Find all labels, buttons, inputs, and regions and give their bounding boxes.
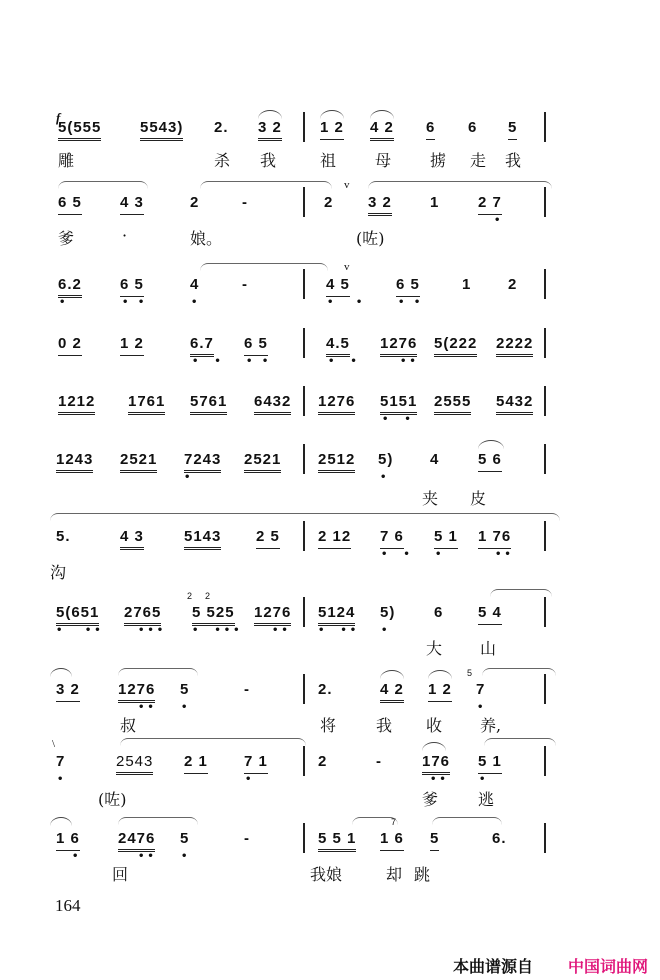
note-group: 2521 bbox=[244, 450, 281, 473]
note-group: 4 5 bbox=[326, 275, 350, 297]
octave-dots: • • bbox=[382, 414, 414, 425]
lyric: 逃 bbox=[478, 790, 495, 809]
lyric: 回 bbox=[112, 865, 129, 884]
note-group: 4 bbox=[190, 276, 200, 293]
octave-dots: •• bbox=[495, 549, 514, 560]
note-group: 1 76 bbox=[478, 527, 511, 549]
barline bbox=[544, 674, 546, 704]
note-group: 2 12 bbox=[318, 527, 351, 549]
note-group: 5) bbox=[378, 451, 394, 468]
octave-dots: • bbox=[191, 297, 201, 308]
grace-note: 2 bbox=[205, 591, 211, 601]
lyric: 皮 bbox=[470, 489, 487, 508]
note-group: 4 bbox=[430, 451, 440, 468]
note-group: 1276 bbox=[118, 680, 155, 703]
octave-dots: •• bbox=[138, 702, 157, 713]
barline bbox=[544, 521, 546, 551]
note-group: 176 bbox=[422, 752, 450, 775]
note-group: 5 525 bbox=[192, 603, 235, 626]
barline bbox=[544, 746, 546, 776]
octave-dots: • bbox=[59, 297, 69, 308]
note-group: 1276 bbox=[380, 334, 417, 357]
note-group: 5(651 bbox=[56, 603, 99, 626]
note-group: 2476 bbox=[118, 829, 155, 852]
source-label: 本曲谱源自 bbox=[453, 957, 534, 976]
note-group: 5761 bbox=[190, 392, 227, 415]
barline bbox=[303, 187, 305, 217]
note-group: 6 bbox=[468, 119, 478, 136]
note-group: 5(222 bbox=[434, 334, 477, 357]
lyrics-line-2 bbox=[50, 226, 560, 250]
lyric: 我娘 bbox=[310, 865, 343, 884]
lyrics-line-9 bbox=[50, 713, 560, 737]
barline bbox=[544, 112, 546, 142]
note-group: 2 7 bbox=[478, 193, 502, 215]
barline bbox=[303, 328, 305, 358]
octave-dots: • bbox=[181, 851, 191, 862]
barline bbox=[544, 386, 546, 416]
note-group: 2 bbox=[324, 194, 334, 211]
note-group: 2 5 bbox=[256, 527, 280, 549]
barline bbox=[303, 444, 305, 474]
slur bbox=[432, 817, 502, 826]
note-group: 4 2 bbox=[370, 118, 394, 141]
lyrics-line-11 bbox=[50, 862, 560, 886]
score-line-4 bbox=[50, 334, 560, 374]
slur bbox=[118, 817, 198, 826]
octave-dots: • • bbox=[192, 356, 224, 367]
note-group: - bbox=[244, 830, 250, 847]
octave-dots: • bbox=[245, 774, 255, 785]
note-group: 4 2 bbox=[380, 680, 404, 703]
breath-mark: v bbox=[344, 261, 350, 273]
note-group: 5124 bbox=[318, 603, 355, 626]
octave-dots: • • bbox=[327, 297, 366, 308]
note-group: 1761 bbox=[128, 392, 165, 415]
lyric: (咗) bbox=[98, 790, 127, 809]
note-group: 5 1 bbox=[434, 527, 458, 549]
page-number: 164 bbox=[55, 896, 81, 915]
lyric: 走 bbox=[470, 151, 487, 170]
note-group: 4 3 bbox=[120, 193, 144, 215]
note-group: 6 5 bbox=[120, 275, 144, 297]
note-group: 4 3 bbox=[120, 527, 144, 550]
lyrics-line-10 bbox=[50, 787, 560, 811]
grace-note: 2 bbox=[187, 591, 193, 601]
lyric: 娘。 bbox=[190, 229, 223, 248]
octave-dots: • bbox=[479, 774, 489, 785]
octave-dots: •• bbox=[400, 356, 419, 367]
note-group: - bbox=[242, 276, 248, 293]
note-group: 2555 bbox=[434, 392, 471, 415]
lyric: 却 bbox=[386, 865, 403, 884]
octave-dots: • bbox=[57, 774, 67, 785]
note-group: 5143 bbox=[184, 527, 221, 550]
octave-dots: •• bbox=[430, 774, 449, 785]
slur bbox=[428, 670, 452, 679]
note-group: 1212 bbox=[58, 392, 95, 415]
note-group: 6 5 bbox=[396, 275, 420, 297]
lyric: 跳 bbox=[414, 865, 431, 884]
lyrics-line-7 bbox=[50, 560, 560, 584]
note-group: 5 6 bbox=[478, 450, 502, 472]
slur bbox=[478, 440, 504, 449]
dynamic-forte: f bbox=[56, 110, 61, 125]
note-group: 0 2 bbox=[58, 334, 82, 356]
octave-dots: •• bbox=[272, 625, 291, 636]
note-group: 5 5 1 bbox=[318, 829, 356, 852]
note-group: 6. bbox=[492, 830, 507, 847]
note-group: 5 4 bbox=[478, 603, 502, 625]
note-group: 1 2 bbox=[320, 118, 344, 140]
barline bbox=[544, 823, 546, 853]
note-group: 6.7 bbox=[190, 334, 214, 357]
slur bbox=[118, 668, 198, 677]
note-group: 2. bbox=[318, 681, 333, 698]
note-group: 1 2 bbox=[120, 334, 144, 356]
note-group: 2765 bbox=[124, 603, 161, 626]
barline bbox=[303, 386, 305, 416]
octave-dots: • bbox=[381, 625, 391, 636]
octave-dots: • • bbox=[328, 356, 360, 367]
note-group: 1243 bbox=[56, 450, 93, 473]
note-group: 5 bbox=[430, 829, 439, 851]
barline bbox=[303, 521, 305, 551]
octave-dots: • bbox=[184, 472, 194, 483]
note-group: 1276 bbox=[318, 392, 355, 415]
note-group: 2222 bbox=[496, 334, 533, 357]
note-group: 7 6 bbox=[380, 527, 404, 549]
score-line-6 bbox=[50, 450, 560, 490]
lyric: 我 bbox=[260, 151, 277, 170]
breath-mark: v bbox=[344, 179, 350, 191]
lyrics-line-8 bbox=[50, 636, 560, 660]
barline bbox=[544, 269, 546, 299]
note-group: 3 2 bbox=[56, 680, 80, 702]
octave-dots: ••• bbox=[138, 625, 167, 636]
note-group: 2 bbox=[508, 276, 518, 293]
lyric: 夹 bbox=[422, 489, 439, 508]
slur bbox=[120, 738, 306, 747]
lyric: 山 bbox=[480, 639, 497, 658]
lyric: 母 bbox=[375, 151, 392, 170]
note-group: 5432 bbox=[496, 392, 533, 415]
note-group: 2 1 bbox=[184, 752, 208, 774]
barline bbox=[303, 746, 305, 776]
lyric: 将 bbox=[320, 716, 337, 735]
lyric: 收 bbox=[426, 716, 443, 735]
lyric: 掳 bbox=[430, 151, 447, 170]
barline bbox=[303, 112, 305, 142]
lyric: 爹 bbox=[422, 790, 439, 809]
note-group: 6.2 bbox=[58, 275, 82, 298]
lyric: 养, bbox=[480, 716, 502, 735]
note-group: 5 bbox=[180, 830, 190, 847]
barline bbox=[544, 328, 546, 358]
lyric: · bbox=[122, 226, 128, 245]
note-group: 5 bbox=[508, 118, 517, 140]
slur bbox=[490, 589, 552, 598]
note-group: 7 bbox=[56, 753, 66, 770]
note-group: 5 1 bbox=[478, 752, 502, 774]
note-group: 1 2 bbox=[428, 680, 452, 702]
note-group: 2543 bbox=[116, 752, 153, 775]
note-group: - bbox=[244, 681, 250, 698]
note-group: 1 bbox=[462, 276, 472, 293]
note-group: 2512 bbox=[318, 450, 355, 473]
octave-dots: • bbox=[72, 851, 82, 862]
note-group: 2 bbox=[318, 753, 328, 770]
octave-dots: • bbox=[494, 215, 504, 226]
note-group: 5 bbox=[180, 681, 190, 698]
lyric: 雕 bbox=[58, 151, 75, 170]
note-group: 6 bbox=[426, 118, 435, 140]
lyric: 我 bbox=[505, 151, 522, 170]
barline bbox=[303, 823, 305, 853]
lyrics-line-6 bbox=[50, 486, 560, 510]
accent-mark: \ bbox=[52, 738, 56, 750]
note-group: 7 1 bbox=[244, 752, 268, 774]
lyric: 大 bbox=[426, 639, 443, 658]
barline bbox=[303, 674, 305, 704]
lyric: 叔 bbox=[120, 716, 137, 735]
barline bbox=[303, 597, 305, 627]
note-group: 2521 bbox=[120, 450, 157, 473]
slur bbox=[200, 263, 328, 272]
slur bbox=[50, 668, 72, 677]
note-group: 6432 bbox=[254, 392, 291, 415]
lyric: 祖 bbox=[320, 151, 337, 170]
lyric: (咗) bbox=[356, 229, 385, 248]
lyric: 爹 bbox=[58, 229, 75, 248]
note-group: 5. bbox=[56, 528, 71, 545]
note-group: 1 6 bbox=[380, 829, 404, 851]
slur bbox=[380, 670, 404, 679]
note-group: 6 5 bbox=[58, 193, 82, 215]
note-group: 7243 bbox=[184, 450, 221, 473]
octave-dots: • bbox=[435, 549, 445, 560]
slur bbox=[58, 181, 148, 190]
octave-dots: • bbox=[380, 472, 390, 483]
grace-note: 5 bbox=[467, 668, 473, 678]
lyrics-line-1 bbox=[50, 148, 560, 172]
slur bbox=[200, 181, 332, 190]
octave-dots: •• bbox=[138, 851, 157, 862]
note-group: 6 bbox=[434, 604, 444, 621]
slur bbox=[50, 513, 560, 522]
note-group: 7 bbox=[476, 681, 486, 698]
grace-note: 7 bbox=[391, 817, 397, 827]
note-group: 4.5 bbox=[326, 334, 350, 357]
note-group: 5) bbox=[380, 604, 396, 621]
octave-dots: • bbox=[181, 702, 191, 713]
score-line-5 bbox=[50, 392, 560, 432]
note-group: 2. bbox=[214, 119, 229, 136]
octave-dots: • • bbox=[246, 356, 272, 367]
note-group: 1 6 bbox=[56, 829, 80, 851]
slur bbox=[368, 181, 552, 190]
octave-dots: • •• bbox=[56, 625, 104, 636]
note-group: 1276 bbox=[254, 603, 291, 626]
lyric: 杀 bbox=[214, 151, 231, 170]
octave-dots: • ••• bbox=[192, 625, 243, 636]
slur bbox=[50, 817, 72, 826]
octave-dots: • • bbox=[381, 549, 413, 560]
note-group: - bbox=[242, 194, 248, 211]
lyric: 我 bbox=[376, 716, 393, 735]
octave-dots: • • bbox=[398, 297, 424, 308]
octave-dots: • bbox=[477, 702, 487, 713]
note-group: 5(555 bbox=[58, 118, 101, 141]
note-group: 6 5 bbox=[244, 334, 268, 356]
barline bbox=[544, 187, 546, 217]
score-line-10 bbox=[50, 738, 560, 792]
note-group: 5543) bbox=[140, 118, 183, 141]
note-group: 5151 bbox=[380, 392, 417, 415]
barline bbox=[544, 597, 546, 627]
note-group: 3 2 bbox=[258, 118, 282, 141]
barline bbox=[303, 269, 305, 299]
note-group: 2 bbox=[190, 194, 200, 211]
score-line-3 bbox=[50, 261, 560, 315]
barline bbox=[544, 444, 546, 474]
note-group: 3 2 bbox=[368, 193, 392, 216]
lyric: 沟 bbox=[50, 563, 67, 582]
site-name-link[interactable]: 中国词曲网 bbox=[568, 957, 649, 976]
octave-dots: • • bbox=[122, 297, 148, 308]
octave-dots: • •• bbox=[318, 625, 360, 636]
note-group: 1 bbox=[430, 194, 440, 211]
note-group: - bbox=[376, 753, 382, 770]
slur bbox=[422, 742, 446, 751]
